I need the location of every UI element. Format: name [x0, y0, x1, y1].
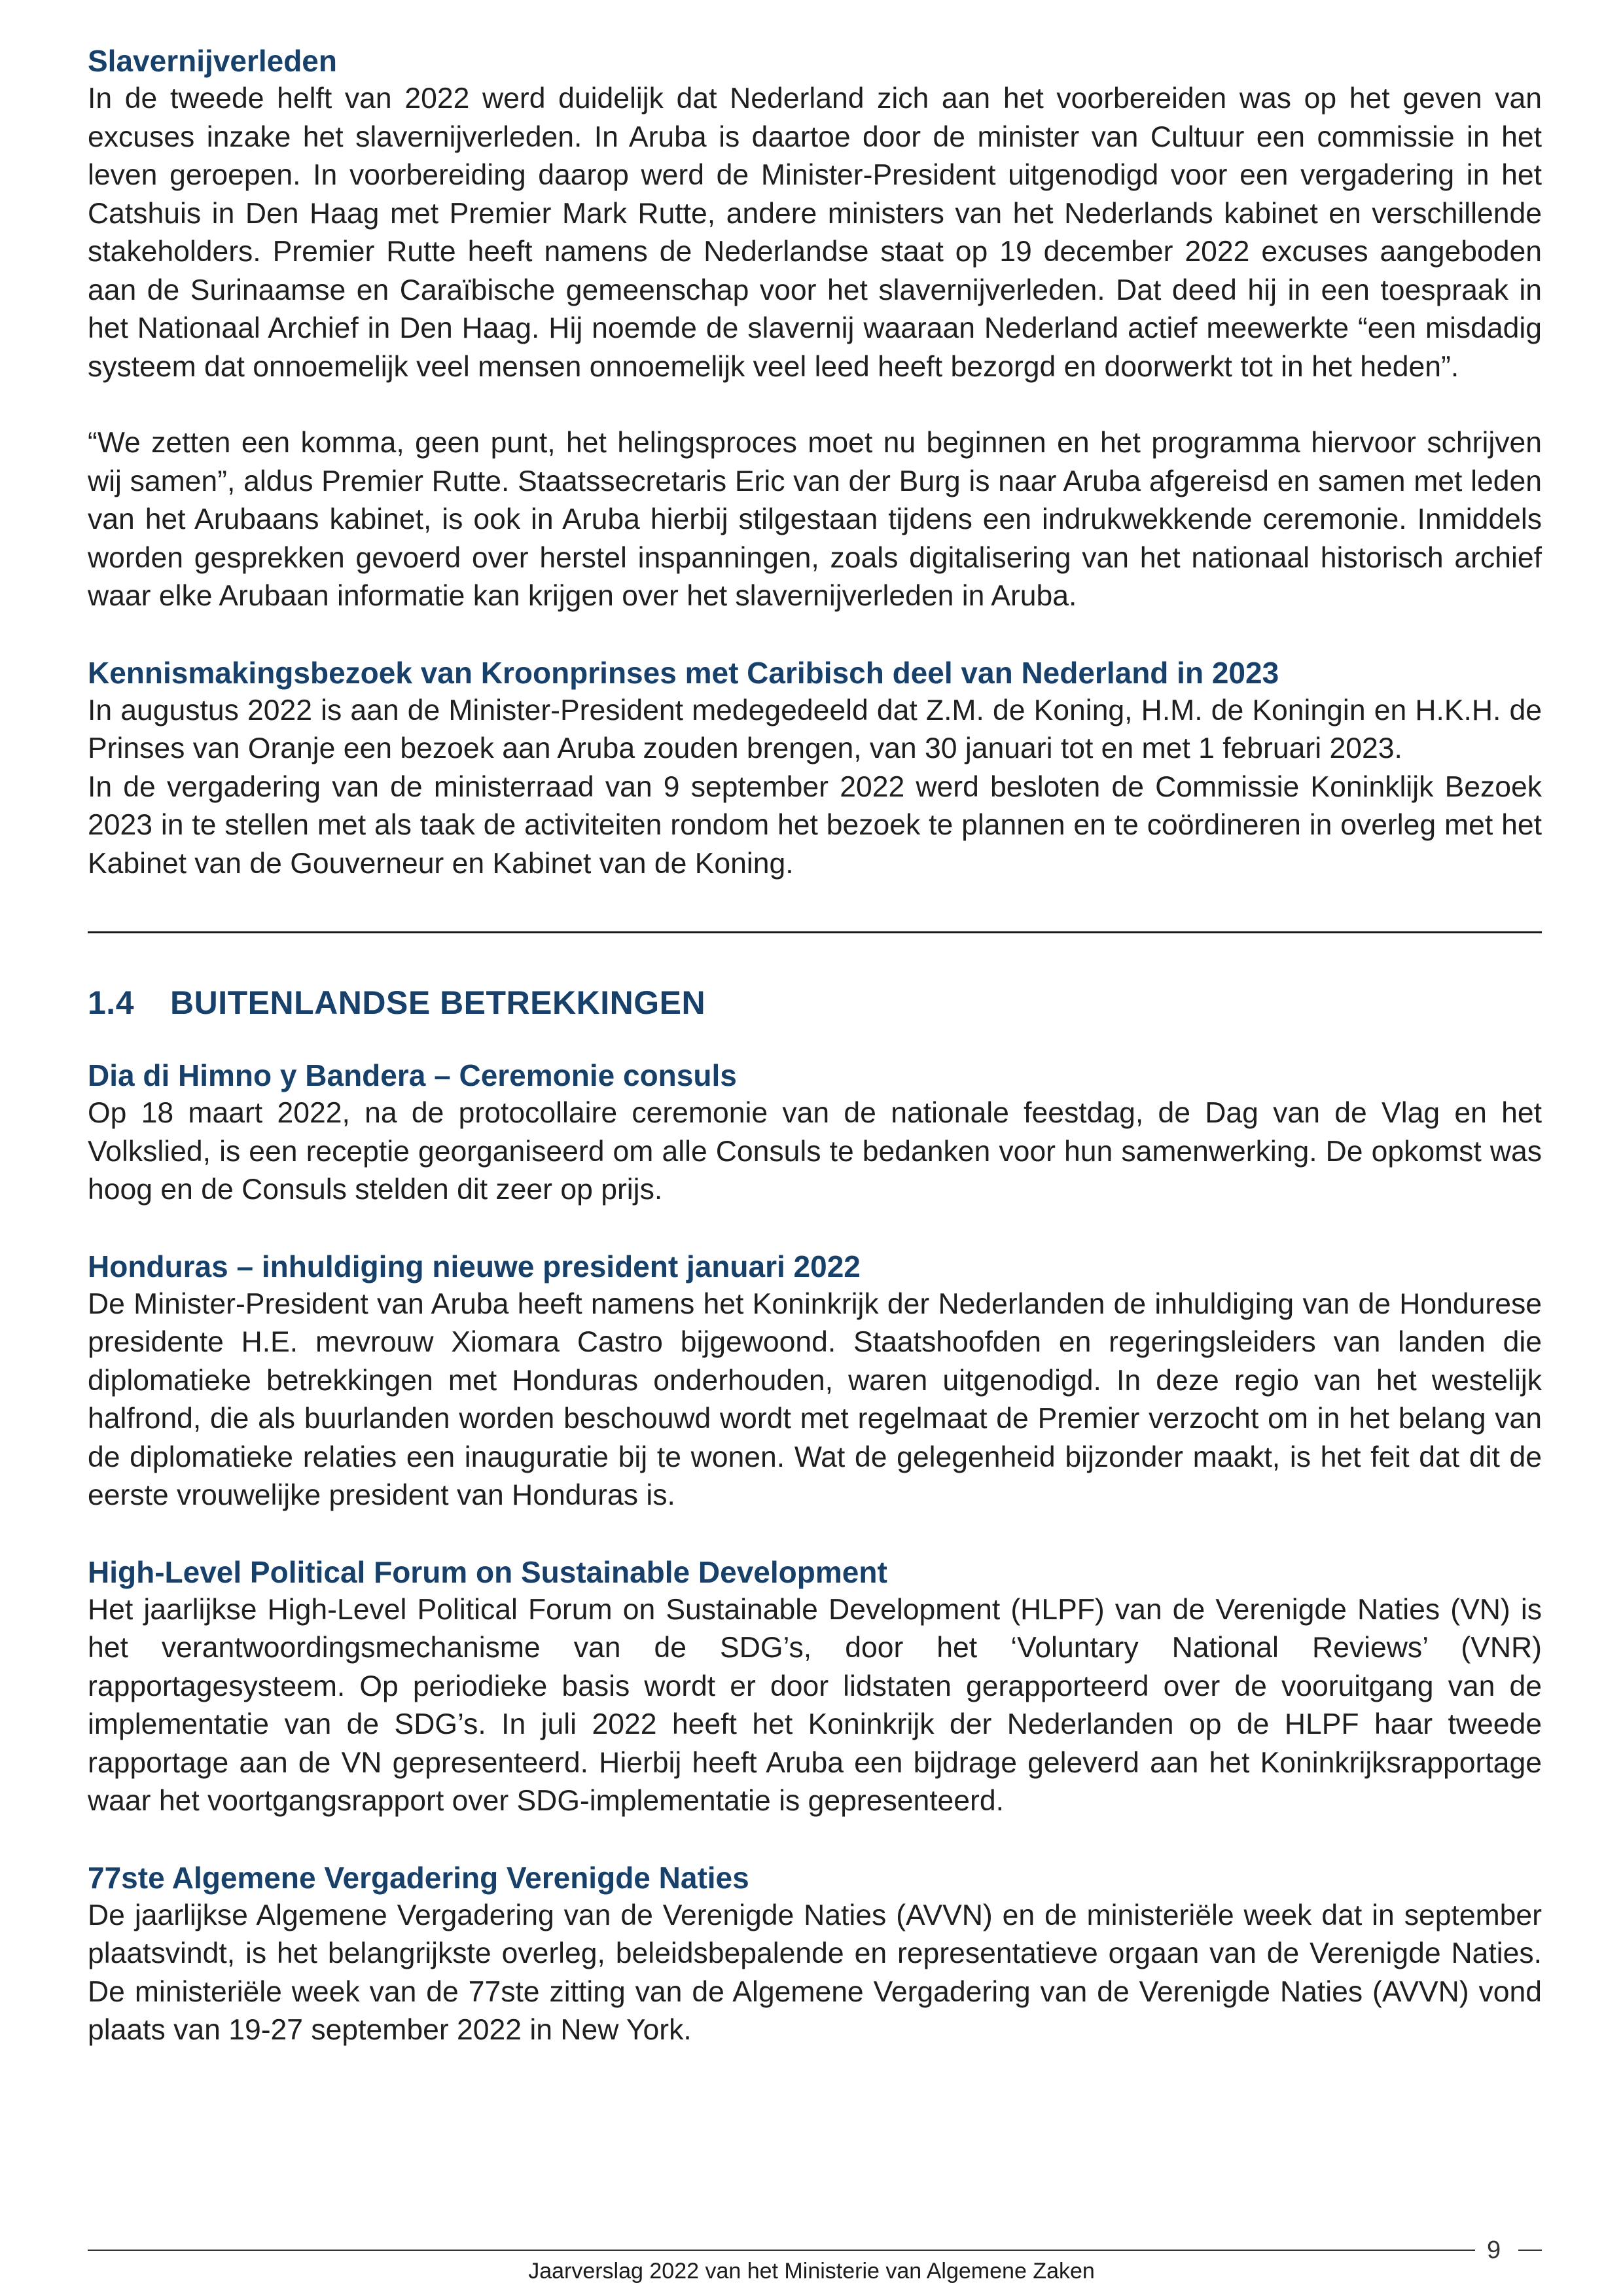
- page-content: [88, 42, 1542, 2050]
- paragraph: De jaarlijkse Algemene Vergadering van de Verenigde Naties (AVVN) en de ministeriële week dat in september plaatsvindt, is het belangrijkste overleg, beleidsbepalende en representatieve orgaan van de Verenigde Naties. De ministeriële week van de 77ste zitting van de Algemene Vergadering van de Verenigde Naties (AVVN) vond plaats van 19-27 september 2022 in New York.: [88, 1899, 1542, 2046]
- heading-kroonprinses: Kennismakingsbezoek van Kroonprinses met Caribisch deel van Nederland in 2023: [88, 655, 1279, 690]
- page-number-dash: [1518, 2250, 1542, 2251]
- chapter-title-text: BUITENLANDSE BETREKKINGEN: [170, 984, 706, 1021]
- paragraph: In de vergadering van de ministerraad van 9 september 2022 werd besloten de Commissie Koninklijk Bezoek 2023 in te stellen met als taak de activiteiten rondom het bezoek te plannen en te coördineren in overleg met het Kabinet van de Gouverneur en Kabinet van de Koning.: [88, 770, 1542, 880]
- heading-avvn: 77ste Algemene Vergadering Verenigde Naties: [88, 1860, 749, 1895]
- heading-slavernijverleden: Slavernijverleden: [88, 44, 337, 78]
- heading-himno: Dia di Himno y Bandera – Ceremonie consuls: [88, 1058, 737, 1092]
- paragraph: In augustus 2022 is aan de Minister-President medegedeeld dat Z.M. de Koning, H.M. de Koningin en H.K.H. de Prinses van Oranje een bezoek aan Aruba zouden brengen, van 30 januari tot en met 1 februari 2023.: [88, 694, 1542, 764]
- heading-honduras: Honduras – inhuldiging nieuwe president januari 2022: [88, 1249, 861, 1283]
- footer-title: Jaarverslag 2022 van het Ministerie van Algemene Zaken: [528, 2259, 1095, 2284]
- heading-hlpf: High-Level Political Forum on Sustainable Development: [88, 1554, 887, 1589]
- paragraph: De Minister-President van Aruba heeft namens het Koninkrijk der Nederlanden de inhuldiging van de Hondurese presidente H.E. mevrouw Xiomara Castro bijgewoond. Staatshoofden en regeringsleiders van landen die diplomatieke betrekkingen met Honduras onderhouden, waren uitgenodigd. In deze regio van het westelijk halfrond, die als buurlanden worden beschouwd wordt met regelmaat de Premier verzocht om in het belang van de diplomatieke relaties een inauguratie bij te wonen. Wat de gelegenheid bijzonder maakt, is het feit dat dit de eerste vrouwelijke president van Honduras is.: [88, 1287, 1542, 1511]
- paragraph: “We zetten een komma, geen punt, het helingsproces moet nu beginnen en het programma hiervoor schrijven wij samen”, aldus Premier Rutte. Staatssecretaris Eric van der Burg is naar Aruba afgereisd en samen met leden van het Arubaans kabinet, is ook in Aruba hierbij stilgestaan tijdens een indrukwekkende ceremonie. Inmiddels worden gesprekken gevoerd over herstel inspanningen, zoals digitalisering van het nationaal historisch archief waar elke Arubaan informatie kan krijgen over het slavernijverleden in Aruba.: [88, 427, 1542, 612]
- chapter-number: 1.4: [88, 984, 135, 1021]
- paragraph: In de tweede helft van 2022 werd duidelijk dat Nederland zich aan het voorbereiden was op het geven van excuses inzake het slavernijverleden. In Aruba is daartoe door de minister van Cultuur een commissie in het leven geroepen. In voorbereiding daarop werd de Minister-President uitgenodigd voor een vergadering in het Catshuis in Den Haag met Premier Mark Rutte, andere ministers van het Nederlands kabinet en verschillende stakeholders. Premier Rutte heeft namens de Nederlandse staat op 19 december 2022 excuses aangeboden aan de Surinaamse en Caraïbische gemeenschap voor het slavernijverleden. Dat deed hij in een toespraak in het Nationaal Archief in Den Haag. Hij noemde de slavernij waaraan Nederland actief meewerkte “een misdadig systeem dat onnoemelijk veel mensen onnoemelijk veel leed heeft bezorgd en doorwerkt tot in het heden”.: [88, 82, 1542, 383]
- page-number: 9: [1487, 2236, 1501, 2264]
- footer-rule: [88, 2250, 1475, 2251]
- paragraph: Het jaarlijkse High-Level Political Forum on Sustainable Development (HLPF) van de Verenigde Naties (VN) is het verantwoordingsmechanisme van de SDG’s, door het ‘Voluntary National Reviews’ (VNR) rapportagesysteem. Op periodieke basis wordt er door lidstaten gerapporteerd over de vooruitgang van de implementatie van de SDG’s. In juli 2022 heeft het Koninkrijk der Nederlanden op de HLPF haar tweede rapportage aan de VN gepresenteerd. Hierbij heeft Aruba een bijdrage geleverd aan het Koninkrijksrapportage waar het voortgangsrapport over SDG-implementatie is gepresenteerd.: [88, 1593, 1542, 1817]
- paragraph: Op 18 maart 2022, na de protocollaire ceremonie van de nationale feestdag, de Dag van de Vlag en het Volkslied, is een receptie georganiseerd om alle Consuls te bedanken voor hun samenwerking. De opkomst was hoog en de Consuls stelden dit zeer op prijs.: [88, 1097, 1542, 1206]
- chapter-title: [88, 982, 1542, 1024]
